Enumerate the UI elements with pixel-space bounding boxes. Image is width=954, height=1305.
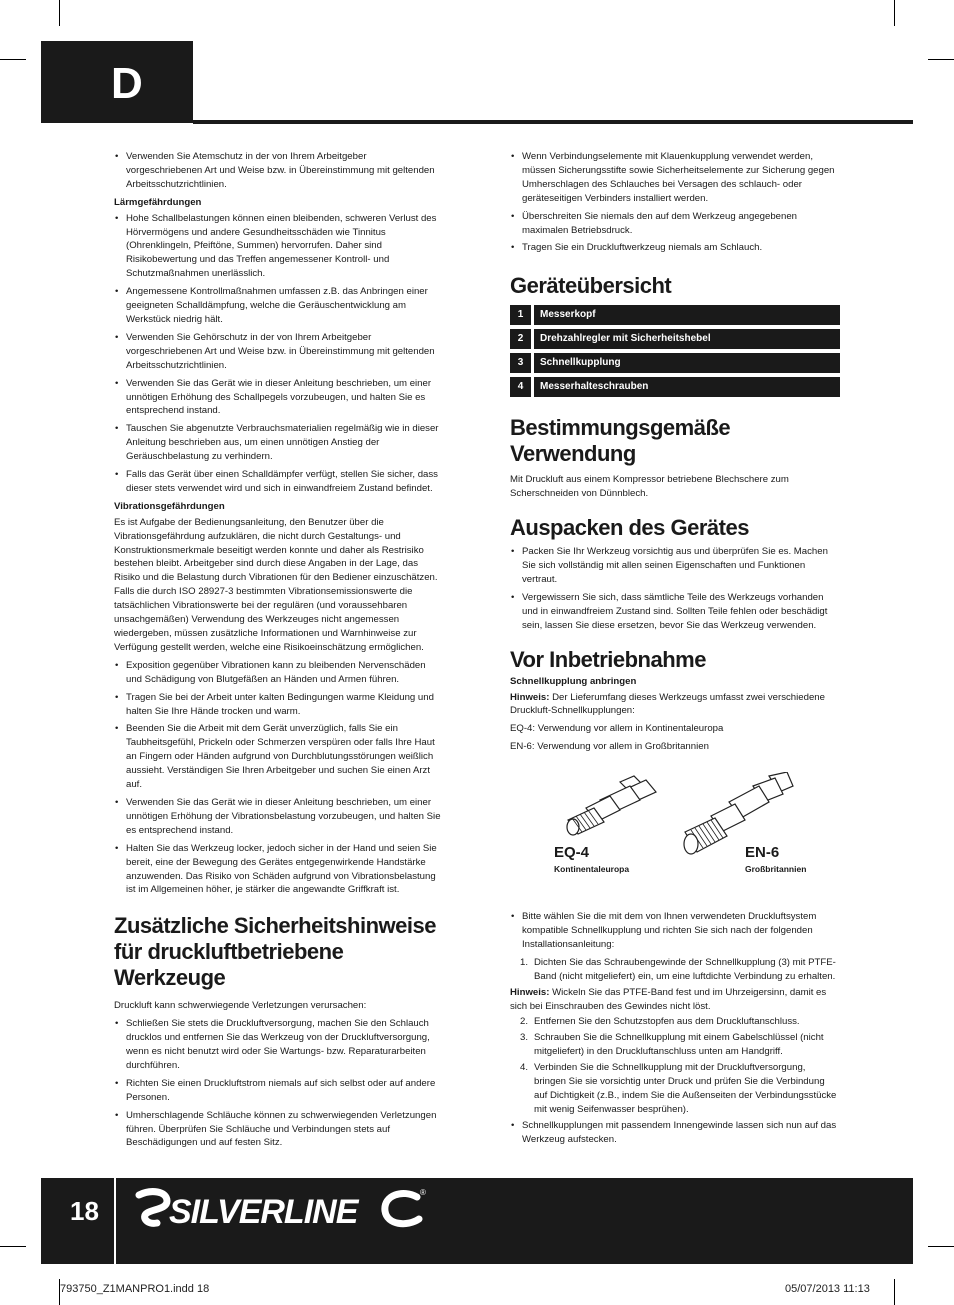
list-item: • Schließen Sie stets die Druckluftversorgung, machen Sie den Schlauch drucklos und entfernen Sie das Werkzeug von der Druckluftversorgung, wenn es nicht benutzt wird oder Sie Wartungs- bzw. Reparaturarbeiten durchführen. [114,1017,444,1073]
note-label: Hinweis: [510,691,550,703]
list-item: • Verwenden Sie das Gerät wie in dieser Anleitung beschrieben, um einer unnötigen Erhöhung des Schallpegels vorzubeugen, und halten Sie es entsprechend instand. [114,377,444,419]
list-item: • Überschreiten Sie niemals den auf dem Werkzeug angegebenen maximalen Betriebsdruck. [510,210,840,238]
part-label: Messerhalteschrauben [534,377,840,397]
parts-row [510,377,840,397]
list-item: • Halten Sie das Werkzeug locker, jedoch sicher in der Hand und seien Sie bereit, eine der Bewegung des Gerätes entgegenwirkende Handstärke anzuwenden. Das Risiko von Schäden aufgrund von Vibrationsbelastung ist im Allgemeinen höher, je stärker die angewandte Griffkraft ist. [114,842,444,898]
brand-wordmark: SILVERLINE [169,1193,358,1231]
step-text: Entfernen Sie den Schutzstopfen aus dem Druckluftanschluss. [534,1016,800,1028]
part-number: 4 [510,377,531,397]
crop-mark [0,1246,26,1247]
note-paragraph [510,986,840,1014]
part-label: Messerkopf [534,305,840,325]
en6-usage: EN-6: Verwendung vor allem in Großbritannien [510,741,709,753]
noise-heading: Lärmgefährdungen [114,196,202,208]
list-item: • Tragen Sie ein Druckluftwerkzeug niemals am Schlauch. [510,241,840,255]
compressed-air-intro: Druckluft kann schwerwiegende Verletzungen verursachen: [114,1000,367,1012]
before-use-title: Vor Inbetriebnahme [510,646,706,672]
coupling-illustration [510,772,840,890]
list-item: • Wenn Verbindungselemente mit Klauenkupplung verwendet werden, müssen Sicherungsstifte sowie Sicherheitselemente zur Sicherung gegen Umherschlagen des Schlauches bei Versagen des schlauch- oder geräteseitigen Verbinders installiert werden. [510,150,840,206]
step-item: 3. Schrauben Sie die Schnellkupplung mit einem Gabelschlüssel (nicht mitgeliefert) in den Druckluftanschluss unten am Handgriff. [520,1032,824,1058]
unpacking-title: Auspacken des Gerätes [510,515,749,541]
parts-row [510,353,840,373]
part-number: 2 [510,329,531,349]
list-item: • Richten Sie einen Druckluftstrom niemals auf sich selbst oder auf andere Personen. [114,1077,444,1105]
note-text: Der Lieferumfang dieses Werkzeugs umfasst zwei verschiedene Druckluft-Schnellkupplungen: [510,691,825,717]
list-item: • Verwenden Sie Gehörschutz in der von Ihrem Arbeitgeber vorgeschriebenen Art und Weise bzw. in Übereinstimmung mit geltenden Arbeitsschutzrichtlinien. [114,331,444,373]
note-text: Wickeln Sie das PTFE-Band fest und im Uhrzeigersinn, damit es sich bei Einschrauben des Gewindes nicht löst. [510,986,827,1012]
page-number: 18 [70,1196,99,1226]
list-item: • Tauschen Sie abgenutzte Verbrauchsmaterialien regelmäßig wie in dieser Anleitung beschrieben aus, um einen unnötigen Anstieg der Geräuschbelastung zu verhindern. [114,422,444,464]
intended-use-title: Bestimmungsgemäße Verwendung [510,415,731,467]
language-letter: D [111,59,143,108]
en6-region: Großbritannien [745,864,807,875]
list-item: • Hohe Schallbelastungen können einen bleibenden, schweren Verlust des Hörvermögens und andere Gesundheitsschäden wie Tinnitus (Ohrenklingeln, Pfeiftöne, Summen) hervorrufen. Daher sind Risikobewertung und das Treffen angemessener Kontroll- und Schutzmaßnahmen unerlässlich. [114,212,444,282]
list-item: • Packen Sie Ihr Werkzeug vorsichtig aus und überprüfen Sie es. Machen Sie sich vollständig mit allen seinen Eigenschaften und Funktionen vertraut. [510,545,840,587]
part-number: 3 [510,353,531,373]
step-text: Verbinden Sie die Schnellkupplung mit der Druckluftversorgung, bringen Sie sie vorsichtig unter Druck und prüfen Sie die Verbindung auf Dichtigkeit (z.B., indem Sie die Außenseiten der Verbindungsstücke mit wenig Seifenwasser besprühen). [534,1062,837,1115]
list-item: • Bitte wählen Sie die mit dem von Ihnen verwendeten Druckluftsystem kompatible Schnellkupplung und richten Sie sich nach der folgenden Installationsanleitung: [510,910,840,952]
crop-mark [928,59,954,60]
quick-coupling-heading: Schnellkupplung anbringen [510,675,637,687]
parts-row [510,329,840,349]
note-label: Hinweis: [510,986,550,998]
eq4-usage: EQ-4: Verwendung vor allem in Kontinentaleuropa [510,723,724,735]
step-item: 1. Dichten Sie das Schraubengewinde der Schnellkupplung (3) mit PTFE-Band (nicht mitgeliefert) ein, um eine luftdichte Verbindung zu erhalten. [520,956,836,982]
crop-mark [59,0,60,26]
list-item: • Umherschlagende Schläuche können zu schwerwiegenden Verletzungen führen. Überprüfen Sie Schläuche und Verbindungen stets auf Beschädigungen und auf festen Sitz. [114,1109,444,1151]
crop-mark [894,1279,895,1305]
en6-label: EN-6 [745,844,780,862]
step-text: Dichten Sie das Schraubengewinde der Schnellkupplung (3) mit PTFE-Band (nicht mitgeliefert) ein, um eine luftdichte Verbindung zu erhalten. [534,956,836,982]
crop-mark [928,1246,954,1247]
vibration-heading: Vibrationsgefährdungen [114,500,225,512]
parts-list [510,305,840,397]
list-item: • Verwenden Sie Atemschutz in der von Ihrem Arbeitgeber vorgeschriebenen Art und Weise bzw. in Übereinstimmung mit geltenden Arbeitsschutzrichtlinien. [114,150,444,192]
note-paragraph [510,691,840,719]
print-slug-file: 793750_Z1MANPRO1.indd 18 [60,1283,210,1295]
step-text: Schrauben Sie die Schnellkupplung mit einem Gabelschlüssel (nicht mitgeliefert) in den Druckluftanschluss unten am Handgriff. [534,1032,824,1058]
product-overview-title: Geräteübersicht [510,273,672,299]
list-item: • Angemessene Kontrollmaßnahmen umfassen z.B. das Anbringen einer geeigneten Schalldämpfung, welche die Geräuschentwicklung am Werkstück niedrig hält. [114,285,444,327]
intended-use-text: Mit Druckluft aus einem Kompressor betriebene Blechschere zum Scherschneiden von Dünnblech. [510,474,789,500]
list-item: • Schnellkupplungen mit passendem Innengewinde lassen sich nun auf das Werkzeug aufstecken. [510,1119,840,1147]
crop-mark [894,0,895,26]
list-item: • Beenden Sie die Arbeit mit dem Gerät unverzüglich, falls Sie ein Taubheitsgefühl, Prickeln oder Schmerzen verspüren oder falls Ihre Haut an Fingern oder Händen aufgrund von Durchblutungsstörungen weißlich aussieht. Verständigen Sie Ihren Arbeitgeber und suchen Sie einen Arzt auf. [114,722,444,792]
footer-divider [114,1178,116,1264]
step-item: 4. Verbinden Sie die Schnellkupplung mit der Druckluftversorgung, bringen Sie sie vorsichtig unter Druck und prüfen Sie die Verbindung auf Dichtigkeit (z.B., indem Sie die Außenseiten der Verbindungsstücke mit wenig Seifenwasser besprühen). [520,1062,837,1115]
part-label: Drehzahlregler mit Sicherheitshebel [534,329,840,349]
list-item: • Vergewissern Sie sich, dass sämtliche Teile des Werkzeugs vorhanden und in einwandfreiem Zustand sind. Sollten Teile fehlen oder beschädigt sein, lassen Sie diese ersetzen, bevor Sie das Werkzeug verwenden. [510,591,840,633]
header-rule [193,120,913,124]
additional-safety-title: Zusätzliche Sicherheitshinweise für druckluftbetriebene Werkzeuge [114,913,436,991]
list-item: • Tragen Sie bei der Arbeit unter kalten Bedingungen warme Kleidung und halten Sie Ihre Hände trocken und warm. [114,691,444,719]
vibration-paragraph: Es ist Aufgabe der Bedienungsanleitung, den Benutzer über die Vibrationsgefährdung aufzuklären, die nicht durch Gestaltungs- und Konstruktionsmerkmale beseitigt werden konnte und daher als Restrisiko bestehen bleibt. Arbeitgeber sind durch diese Angaben in der Lage, das Risiko und die Belastung durch Vibrationen für den Bediener einzuschätzen. Falls die durch ISO 28927-3 bestimmten Vibrationsemissionswerte die tatsächlichen Vibrationswerte bei der regulären (und voraussehbaren unsachgemäßen) Verwendung des Werkzeuges nicht angemessen wiedergeben, müssen zusätzliche Informationen und Warnhinweise zur Verfügung gestellt werden, welche eine Risikoeinschätzung ermöglichen. [114,516,438,653]
crop-mark [0,59,26,60]
list-item: • Exposition gegenüber Vibrationen kann zu bleibenden Nervenschäden und Schädigung von Blutgefäßen an Händen und Armen führen. [114,659,444,687]
language-tab [41,41,193,123]
step-item: 2. Entfernen Sie den Schutzstopfen aus dem Druckluftanschluss. [520,1016,800,1028]
eq4-region: Kontinentaleuropa [554,864,630,875]
left-column [114,150,444,1154]
list-item: • Falls das Gerät über einen Schalldämpfer verfügt, stellen Sie sicher, dass dieser stets verwendet wird und sich in einwandfreiem Zustand befindet. [114,468,444,496]
eq4-label: EQ-4 [554,844,590,862]
part-number: 1 [510,305,531,325]
list-item: • Verwenden Sie das Gerät wie in dieser Anleitung beschrieben, um einer unnötigen Erhöhung der Vibrationsbelastung vorzubeugen, und halten Sie es entsprechend instand. [114,796,444,838]
part-label: Schnellkupplung [534,353,840,373]
right-column [510,150,840,1151]
print-slug-date: 05/07/2013 11:13 [785,1283,870,1295]
parts-row [510,305,840,325]
registered-mark: ® [420,1188,426,1197]
silverline-logo [133,1187,433,1233]
